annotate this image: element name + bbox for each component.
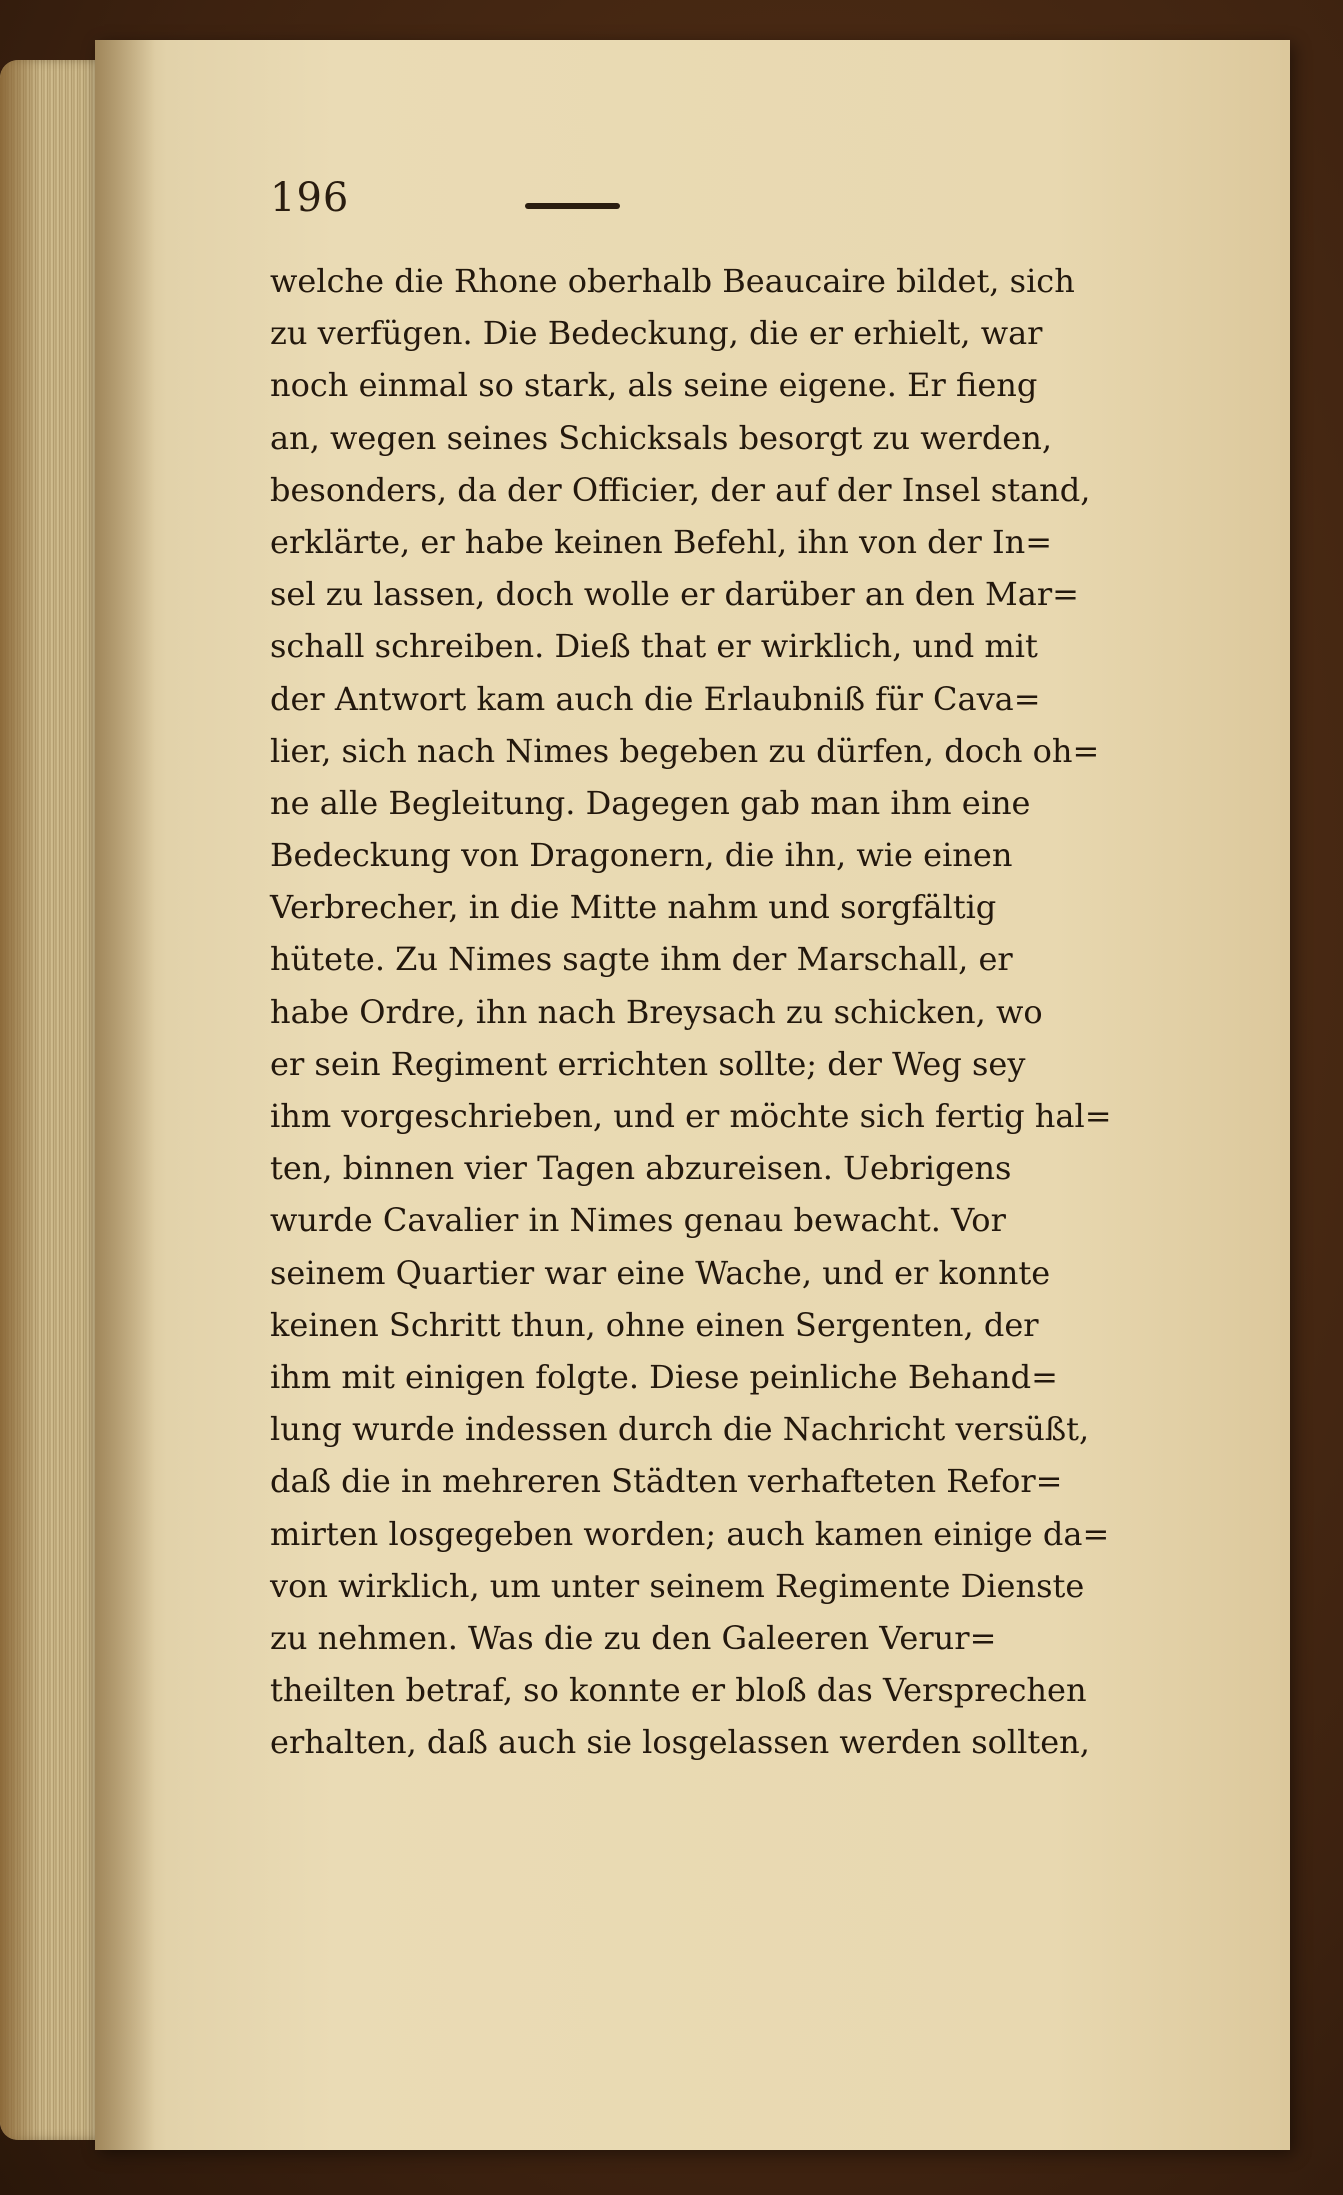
text-line: ten, binnen vier Tagen abzureisen. Uebrigens [270, 1149, 1012, 1188]
text-line: ihm mit einigen folgte. Diese peinliche Behand= [270, 1357, 1058, 1396]
text-line: daß die in mehreren Städten verhafteten Refor= [270, 1462, 1063, 1501]
text-line: zu nehmen. Was die zu den Galeeren Verur= [270, 1618, 997, 1657]
text-line: der Antwort kam auch die Erlaubniß für Cava= [270, 679, 1041, 718]
text-line: sel zu lassen, doch wolle er darüber an den Mar= [270, 575, 1079, 614]
text-line: mirten losgegeben worden; auch kamen einige da= [270, 1514, 1110, 1553]
text-line: er sein Regiment errichten sollte; der Weg sey [270, 1044, 1026, 1083]
text-body [270, 255, 1112, 1768]
page-edges [0, 60, 110, 2140]
text-line: lung wurde indessen durch die Nachricht versüßt, [270, 1410, 1090, 1449]
text-line: lier, sich nach Nimes begeben zu dürfen, doch oh= [270, 731, 1100, 770]
header-rule [525, 203, 620, 209]
text-line: ne alle Begleitung. Dagegen gab man ihm eine [270, 783, 1031, 822]
text-line: zu verfügen. Die Bedeckung, die er erhielt, war [270, 314, 1043, 353]
text-line: theilten betraf, so konnte er bloß das Versprechen [270, 1671, 1087, 1710]
text-line: keinen Schritt thun, ohne einen Sergenten, der [270, 1305, 1039, 1344]
text-line: ihm vorgeschrieben, und er möchte sich fertig hal= [270, 1097, 1112, 1135]
text-line: schall schreiben. Dieß that er wirklich, und mit [270, 627, 1038, 666]
text-line: Verbrecher, in die Mitte nahm und sorgfältig [270, 888, 997, 927]
text-line: an, wegen seines Schicksals besorgt zu werden, [270, 418, 1053, 457]
text-line: erklärte, er habe keinen Befehl, ihn von der In= [270, 522, 1053, 561]
text-line: Bedeckung von Dragonern, die ihn, wie einen [270, 836, 1013, 875]
text-line: wurde Cavalier in Nimes genau bewacht. Vor [270, 1201, 1006, 1240]
text-line: besonders, da der Officier, der auf der Insel stand, [270, 470, 1091, 509]
text-line: welche die Rhone oberhalb Beaucaire bildet, sich [270, 262, 1075, 300]
page-header [270, 175, 890, 235]
text-line: noch einmal so stark, als seine eigene. Er fieng [270, 366, 1038, 405]
text-line: erhalten, daß auch sie losgelassen werden sollten, [270, 1723, 1090, 1762]
text-line: seinem Quartier war eine Wache, und er konnte [270, 1253, 1051, 1292]
page-number: 196 [270, 175, 350, 221]
text-line: von wirklich, um unter seinem Regimente Dienste [270, 1566, 1085, 1605]
text-line: habe Ordre, ihn nach Breysach zu schicken, wo [270, 992, 1043, 1031]
text-line: hütete. Zu Nimes sagte ihm der Marschall, er [270, 940, 1013, 979]
